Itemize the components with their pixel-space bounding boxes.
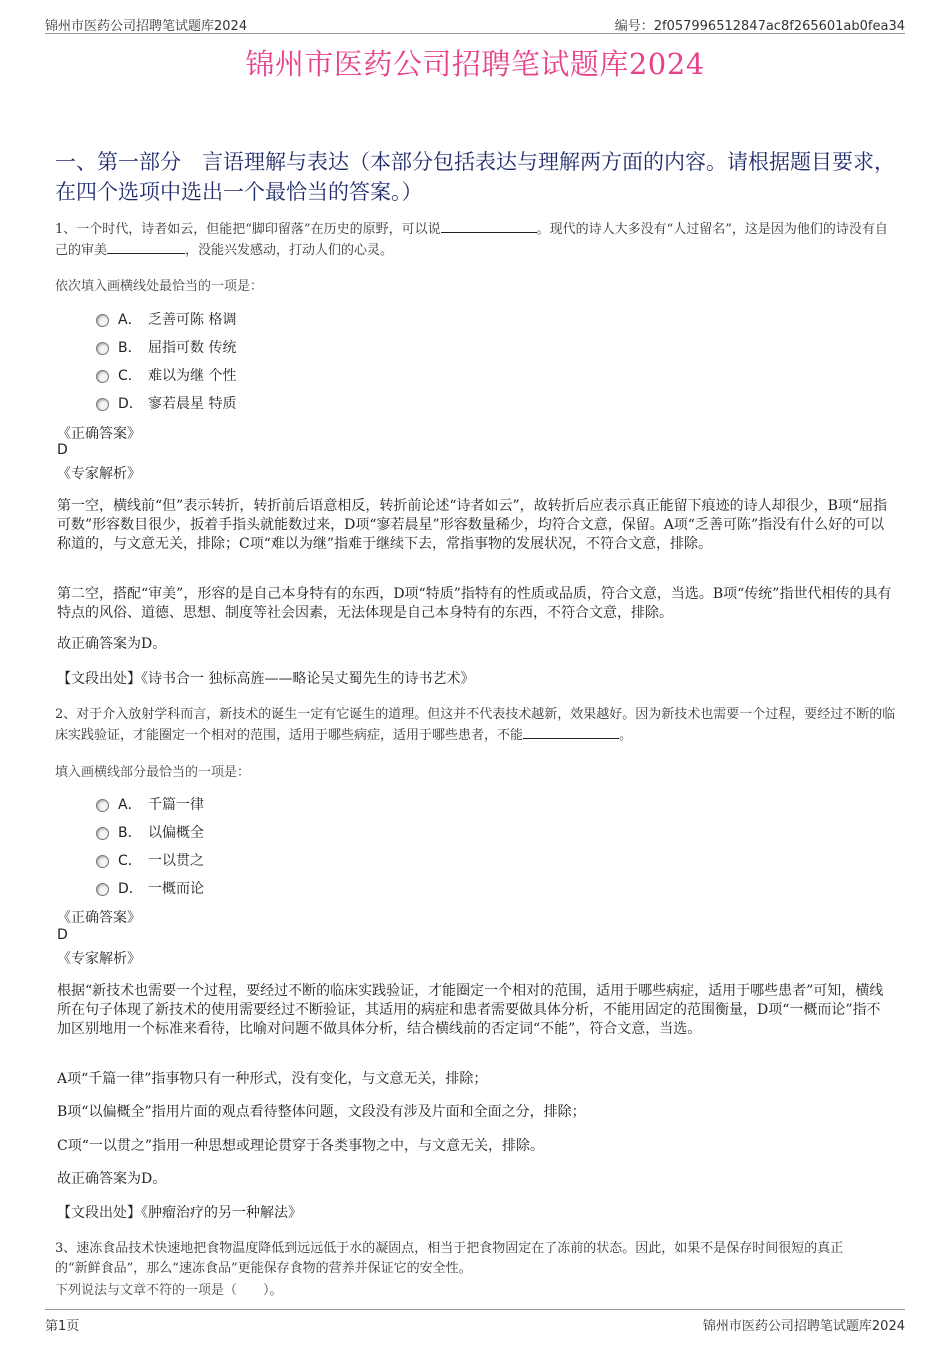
radio-icon[interactable]	[96, 370, 109, 383]
q2-analysis-label: 《专家解析》	[57, 951, 141, 967]
option-text: 以偏概全	[148, 825, 204, 841]
footer-rule	[45, 1309, 905, 1310]
q1-answer: D	[57, 442, 68, 458]
q2-analysis-para-2: A项“千篇一律”指事物只有一种形式，没有变化，与文意无关，排除；	[57, 1071, 488, 1087]
option-text: 千篇一律	[148, 797, 204, 813]
q2-option-b[interactable]	[96, 821, 204, 843]
q2-analysis-para-4: C项“一以贯之”指用一种思想或理论贯穿于各类事物之中，与文意无关，排除。	[57, 1138, 545, 1154]
option-letter: C．	[118, 368, 142, 384]
header-rule	[45, 33, 905, 34]
radio-icon[interactable]	[96, 398, 109, 411]
q2-analysis-conclusion: 故正确答案为D。	[57, 1171, 167, 1187]
header-code-value: 2f057996512847ac8f265601ab0fea34	[653, 19, 905, 34]
option-text: 乏善可陈 格调	[148, 312, 237, 328]
q2-answer: D	[57, 927, 68, 943]
q2-stem-part-b: 。	[619, 728, 633, 743]
q1-analysis-label: 《专家解析》	[57, 466, 141, 482]
radio-icon[interactable]	[96, 827, 109, 840]
option-letter: B．	[118, 825, 142, 841]
q2-option-d[interactable]	[96, 877, 204, 899]
option-text: 寥若晨星 特质	[148, 396, 237, 412]
option-letter: D．	[118, 396, 143, 412]
q1-option-c[interactable]	[96, 364, 236, 386]
q1-source: 【文段出处】《诗书合一 独标高旌——略论吴丈蜀先生的诗书艺术》	[57, 671, 475, 687]
q3-prompt: 下列说法与文章不符的一项是（ ）。	[55, 1283, 283, 1298]
radio-icon[interactable]	[96, 342, 109, 355]
question-2-stem	[55, 704, 900, 746]
q2-option-a[interactable]	[96, 793, 204, 815]
q1-stem-part-b: 。现代的诗人大多没有“人过留名”，这是因为他们的诗没有自己的审美	[55, 222, 888, 258]
option-letter: B．	[118, 340, 142, 356]
option-letter: A．	[118, 797, 142, 813]
radio-icon[interactable]	[96, 799, 109, 812]
q2-prompt: 填入画横线部分最恰当的一项是：	[55, 765, 251, 780]
q1-correct-label: 《正确答案》	[57, 426, 141, 442]
section-heading: 一、第一部分 言语理解与表达（本部分包括表达与理解两方面的内容。请根据题目要求，在四个选项中选出一个最恰当的答案。）	[55, 150, 895, 204]
option-text: 屈指可数 传统	[148, 340, 237, 356]
option-text: 难以为继 个性	[148, 368, 237, 384]
q1-option-d[interactable]	[96, 392, 236, 414]
radio-icon[interactable]	[96, 314, 109, 327]
q2-analysis-para-1: 根据“新技术也需要一个过程，要经过不断的临床实践验证，才能圈定一个相对的范围，适用于哪些病症，适用于哪些患者”可知，横线所在句子体现了新技术的使用需要经过不断验证，其适用的病症和患者需要做具体分析，不能用固定的范围衡量，D项“一概而论”指不加区别地用一个标准来看待，比喻对问题不做具体分析，结合横线前的否定词“不能”，符合文意，当选。	[57, 983, 884, 1037]
option-text: 一以贯之	[148, 853, 204, 869]
page-number: 第1页	[45, 1319, 80, 1334]
question-1-stem	[55, 219, 900, 261]
radio-icon[interactable]	[96, 855, 109, 868]
q1-analysis-para-1: 第一空，横线前“但”表示转折，转折前后语意相反，转折前论述“诗者如云”，故转折后应表示真正能留下痕迹的诗人却很少，B项“屈指可数”形容数目很少，扳着手指头就能数过来，D项“寥若晨星”形容数量稀少，均符合文意，保留。A项“乏善可陈”指没有什么好的可以称道的，与文意无关，排除；C项“难以为继”指难于继续下去，常指事物的发展状况，不符合文意，排除。	[57, 498, 888, 552]
option-letter: C．	[118, 853, 142, 869]
option-letter: D．	[118, 881, 143, 897]
q1-stem-part-c: ，没能兴发感动，打动人们的心灵。	[185, 243, 394, 258]
q1-analysis-para-2: 第二空，搭配“审美”，形容的是自己本身特有的东西，D项“特质”指特有的性质或品质，符合文意，当选。B项“传统”指世代相传的具有特点的风俗、道德、思想、制度等社会因素，无法体现是自己本身特有的东西，不符合文意，排除。	[57, 586, 892, 621]
q2-source: 【文段出处】《肿瘤治疗的另一种解法》	[57, 1205, 302, 1221]
radio-icon[interactable]	[96, 883, 109, 896]
header-code	[615, 15, 905, 34]
q1-option-a[interactable]	[96, 308, 236, 330]
document-title: 锦州市医药公司招聘笔试题库2024	[245, 47, 705, 81]
question-3-stem: 3、速冻食品技术快速地把食物温度降低到远远低于水的凝固点，相当于把食物固定在了冻前的状态。因此，如果不是保存时间很短的真正的“新鲜食品”，那么“速冻食品”更能保存食物的营养并保证它的安全性。	[55, 1241, 844, 1276]
q2-option-c[interactable]	[96, 849, 204, 871]
q2-correct-label: 《正确答案》	[57, 910, 141, 926]
q1-option-b[interactable]	[96, 336, 236, 358]
header-title: 锦州市医药公司招聘笔试题库2024	[45, 19, 248, 34]
q1-stem-part-a: 1、一个时代，诗者如云，但能把“脚印留落”在历史的原野，可以说	[55, 222, 441, 237]
q1-blank-1	[441, 220, 537, 233]
q1-blank-2	[107, 241, 185, 254]
option-letter: A．	[118, 312, 142, 328]
q1-analysis-conclusion: 故正确答案为D。	[57, 636, 167, 652]
footer-title: 锦州市医药公司招聘笔试题库2024	[702, 1319, 905, 1334]
q1-prompt: 依次填入画横线处最恰当的一项是：	[55, 279, 264, 294]
q2-analysis-para-3: B项“以偏概全”指用片面的观点看待整体问题，文段没有涉及片面和全面之分，排除；	[57, 1104, 586, 1120]
q2-stem-part-a: 2、对于介入放射学科而言，新技术的诞生一定有它诞生的道理。但这并不代表技术越新，效果越好。因为新技术也需要一个过程，要经过不断的临床实践验证，才能圈定一个相对的范围，适用于哪些病症，适用于哪些患者，不能	[55, 707, 896, 743]
q2-blank	[523, 726, 619, 739]
header-code-label: 编号：	[614, 19, 654, 34]
option-text: 一概而论	[148, 881, 204, 897]
